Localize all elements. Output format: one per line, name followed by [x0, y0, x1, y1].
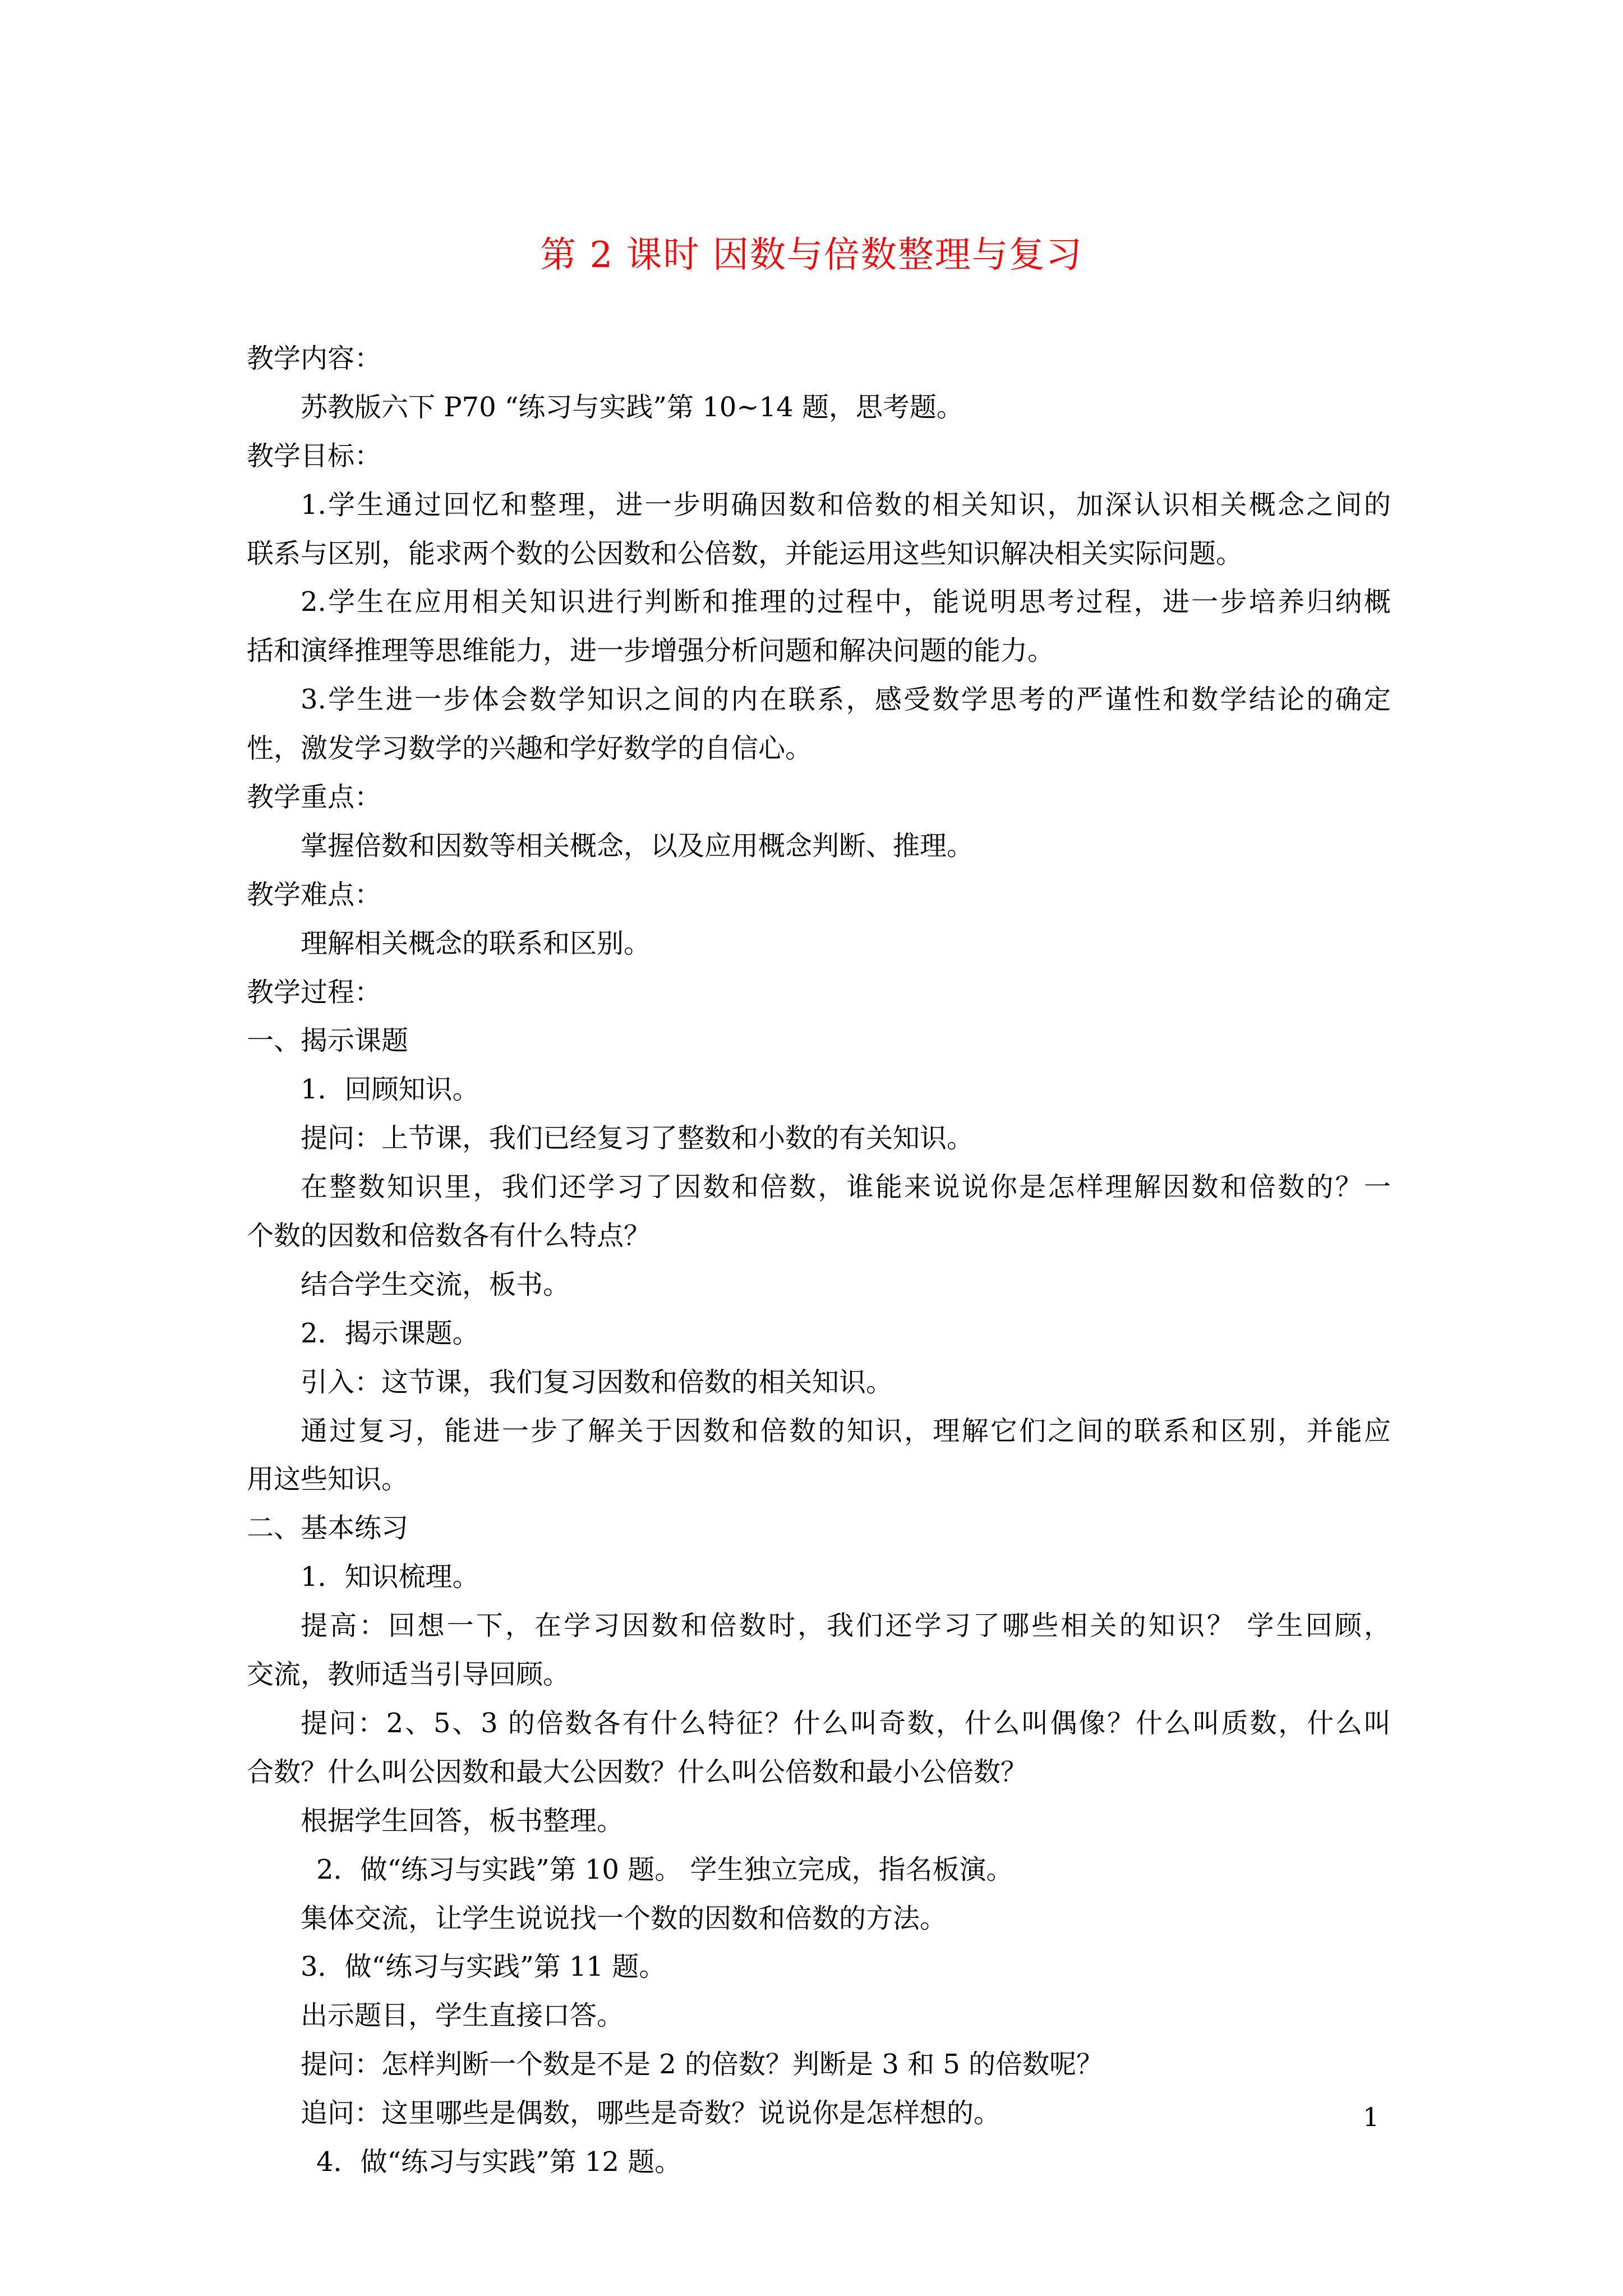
section-heading-key-points: 教学重点：	[247, 781, 382, 813]
part-heading: 一、揭示课题	[247, 1025, 409, 1057]
paragraph-line: 提问：怎样判断一个数是不是 2 的倍数？判断是 3 和 5 的倍数呢？	[301, 2049, 1104, 2081]
paragraph-line: 提问：2、5、3 的倍数各有什么特征？什么叫奇数，什么叫偶像？什么叫质数，什么叫	[301, 1707, 1391, 1739]
paragraph-line: 用这些知识。	[247, 1464, 409, 1496]
paragraph-line: 括和演绎推理等思维能力，进一步增强分析问题和解决问题的能力。	[247, 635, 1055, 667]
paragraph-line: 掌握倍数和因数等相关概念，以及应用概念判断、推理。	[301, 830, 974, 862]
part-heading: 二、基本练习	[247, 1512, 409, 1544]
document-title: 第 2 课时 因数与倍数整理与复习	[540, 234, 1083, 276]
paragraph-line: 合数？什么叫公因数和最大公因数？什么叫公倍数和最小公倍数？	[247, 1756, 1028, 1788]
paragraph-line: 性，激发学习数学的兴趣和学好数学的自信心。	[247, 733, 813, 765]
section-heading-process: 教学过程：	[247, 976, 382, 1008]
page-number: 1	[1363, 2102, 1380, 2132]
paragraph-line: 苏教版六下 P70 “练习与实践”第 10~14 题，思考题。	[301, 391, 963, 423]
paragraph-line: 个数的因数和倍数各有什么特点？	[247, 1220, 651, 1252]
step-heading: 3．做“练习与实践”第 11 题。	[301, 1951, 666, 1983]
section-heading-difficulties: 教学难点：	[247, 878, 382, 910]
paragraph-line: 3.学生进一步体会数学知识之间的内在联系，感受数学思考的严谨性和数学结论的确定	[301, 684, 1391, 716]
section-heading-content: 教学内容：	[247, 343, 382, 374]
step-heading: 2．做“练习与实践”第 10 题。 学生独立完成，指名板演。	[316, 1853, 1013, 1885]
paragraph-line: 追问：这里哪些是偶数，哪些是奇数？说说你是怎样想的。	[301, 2097, 1001, 2129]
paragraph-line: 根据学生回答，板书整理。	[301, 1805, 624, 1837]
paragraph-line: 联系与区别，能求两个数的公因数和公倍数，并能运用这些知识解决相关实际问题。	[247, 537, 1243, 569]
step-heading: 2．揭示课题。	[301, 1317, 479, 1349]
step-heading: 1．知识梳理。	[301, 1561, 479, 1593]
paragraph-line: 2.学生在应用相关知识进行判断和推理的过程中，能说明思考过程，进一步培养归纳概	[301, 586, 1391, 618]
paragraph-line: 结合学生交流，板书。	[301, 1268, 570, 1300]
paragraph-line: 集体交流，让学生说说找一个数的因数和倍数的方法。	[301, 1902, 947, 1934]
document-body	[247, 334, 1391, 2187]
section-heading-objectives: 教学目标：	[247, 440, 382, 472]
paragraph-line: 在整数知识里，我们还学习了因数和倍数，谁能来说说你是怎样理解因数和倍数的？一	[301, 1171, 1391, 1203]
paragraph-line: 理解相关概念的联系和区别。	[301, 927, 651, 959]
paragraph-line: 提高：回想一下，在学习因数和倍数时，我们还学习了哪些相关的知识？ 学生回顾，	[301, 1610, 1391, 1642]
step-heading: 1．回顾知识。	[301, 1074, 479, 1106]
paragraph-line: 交流，教师适当引导回顾。	[247, 1659, 570, 1691]
paragraph-line: 引入：这节课，我们复习因数和倍数的相关知识。	[301, 1366, 893, 1398]
paragraph-line: 通过复习，能进一步了解关于因数和倍数的知识，理解它们之间的联系和区别，并能应	[301, 1415, 1391, 1447]
paragraph-line: 提问：上节课，我们已经复习了整数和小数的有关知识。	[301, 1122, 974, 1154]
paragraph-line: 1.学生通过回忆和整理，进一步明确因数和倍数的相关知识，加深认识相关概念之间的	[301, 489, 1391, 521]
paragraph-line: 出示题目，学生直接口答。	[301, 2000, 624, 2032]
step-heading: 4．做“练习与实践”第 12 题。	[316, 2146, 682, 2178]
